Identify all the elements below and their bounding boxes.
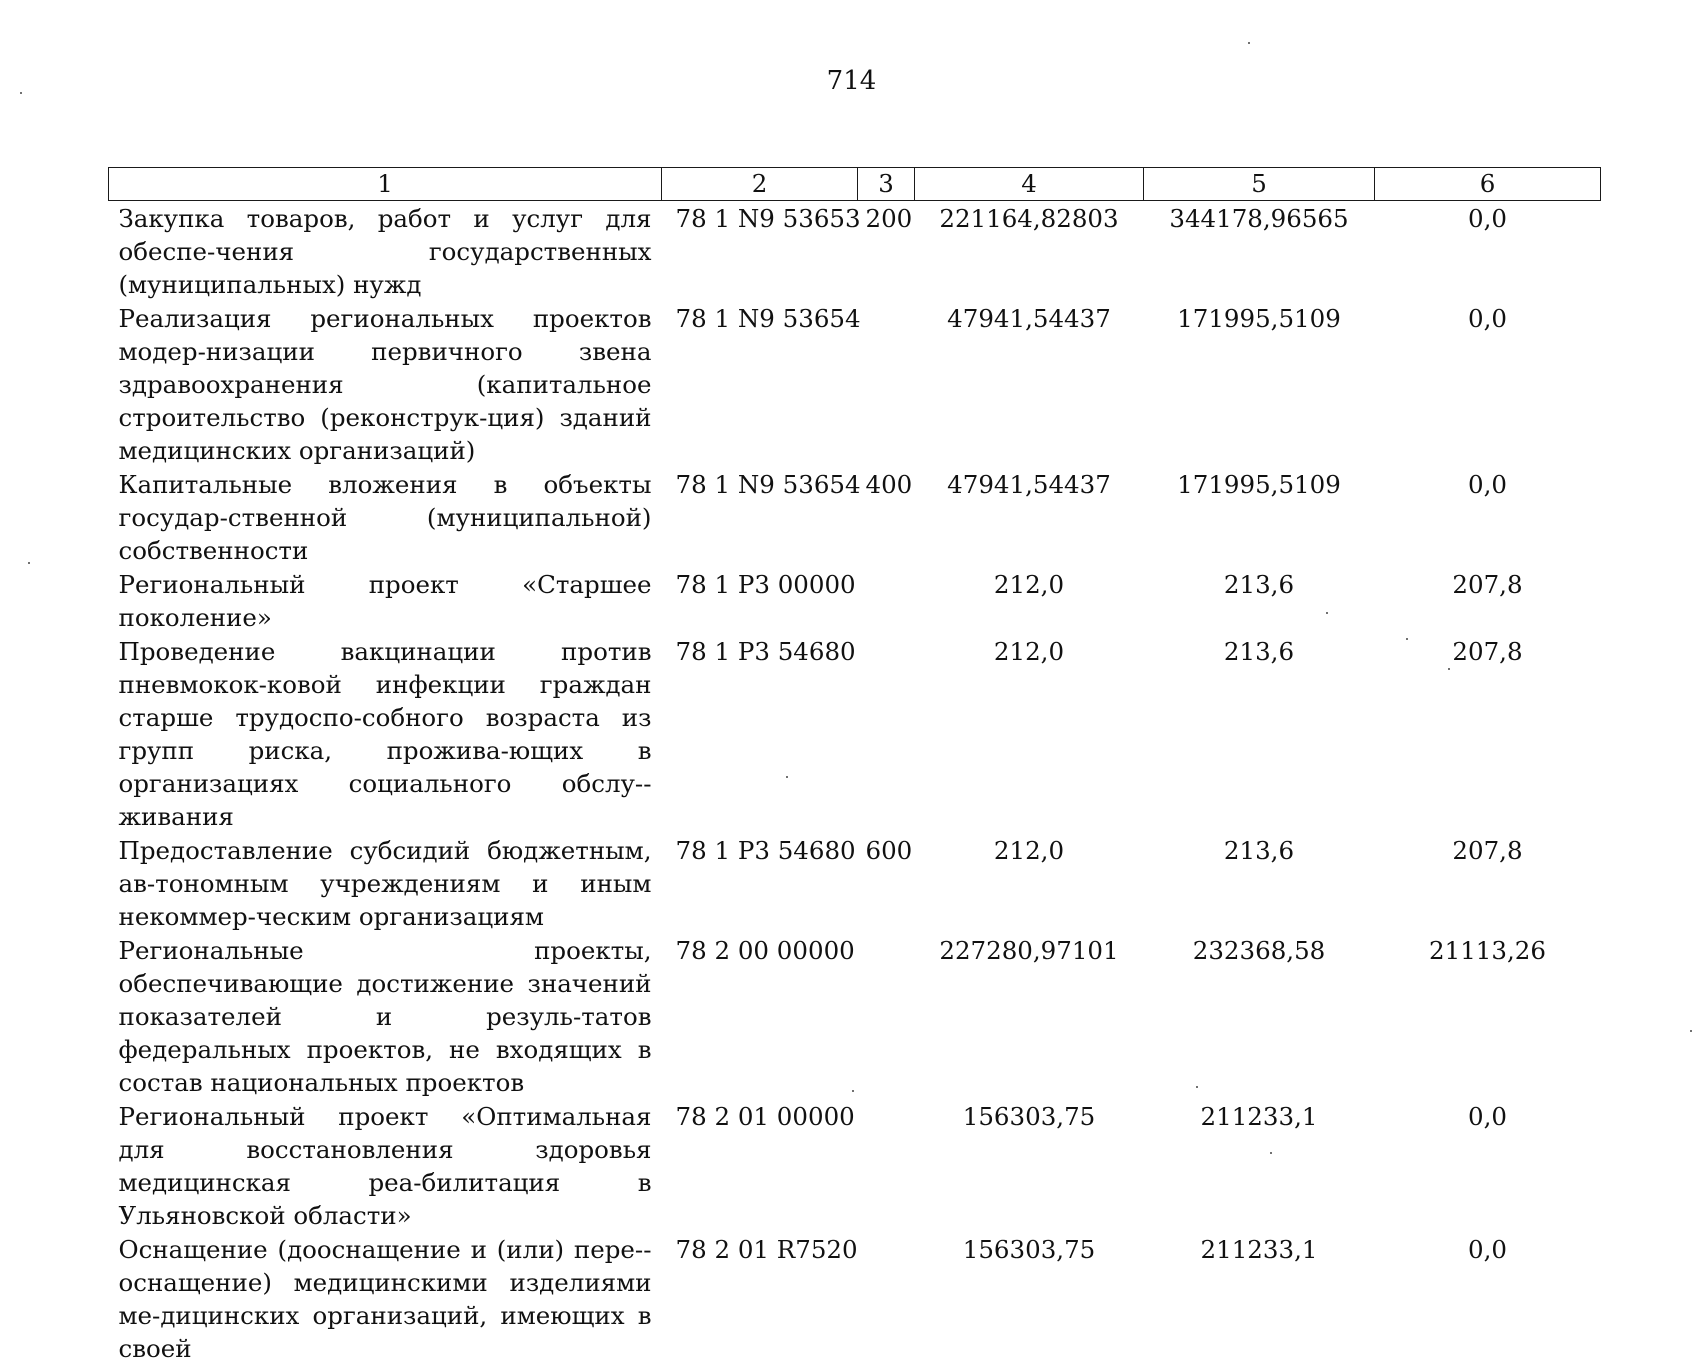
table-row — [109, 1099, 1601, 1232]
row-value-6: 207,8 — [1452, 637, 1523, 666]
row-kind: 400 — [865, 470, 913, 499]
row-value-5: 171995,5109 — [1177, 304, 1341, 333]
row-value-5: 211233,1 — [1200, 1102, 1318, 1131]
row-name: Региональный проект «Оптимальная для восстановления здоровья медицинская реа-билитация в Ульяновской области» — [118, 1102, 652, 1230]
row-kind — [858, 301, 915, 467]
scan-speck — [28, 562, 30, 564]
column-header-4: 4 — [915, 168, 1144, 201]
row-value-6: 0,0 — [1468, 1102, 1507, 1131]
scan-speck — [852, 1090, 854, 1092]
row-value-4: 212,0 — [993, 637, 1065, 666]
row-value-5: 213,6 — [1223, 637, 1295, 666]
table-row — [109, 467, 1601, 567]
row-value-5: 211233,1 — [1200, 1235, 1318, 1264]
row-code: 78 1 P3 54680 — [675, 836, 856, 865]
budget-table — [108, 167, 1601, 1365]
row-kind: 200 — [865, 204, 913, 233]
row-name: Проведение вакцинации против пневмокок-ковой инфекции граждан старше трудоспо-собного возраста из групп риска, прожива-ющих в организациях социального обслу-живания — [118, 637, 652, 831]
row-kind — [858, 933, 915, 1099]
column-header-6: 6 — [1375, 168, 1601, 201]
scan-speck — [1448, 668, 1450, 670]
row-name: Региональные проекты, обеспечивающие достижение значений показателей и резуль-татов федеральных проектов, не входящих в состав национальных проектов — [118, 936, 652, 1097]
column-header-2: 2 — [662, 168, 858, 201]
row-value-6: 0,0 — [1468, 204, 1507, 233]
row-code: 78 1 N9 53654 — [675, 304, 861, 333]
table-row — [109, 301, 1601, 467]
row-name: Предоставление субсидий бюджетным, ав-тономным учреждениям и иным некоммер-ческим организациям — [118, 836, 652, 931]
row-kind — [858, 567, 915, 634]
row-value-5: 344178,96565 — [1169, 204, 1349, 233]
row-value-4: 156303,75 — [962, 1102, 1096, 1131]
row-code: 78 1 N9 53654 — [675, 470, 861, 499]
table-row — [109, 1232, 1601, 1365]
row-value-4: 212,0 — [993, 836, 1065, 865]
table-row — [109, 201, 1601, 302]
row-value-5: 213,6 — [1223, 836, 1295, 865]
scan-speck — [1326, 612, 1328, 614]
row-value-4: 212,0 — [993, 570, 1065, 599]
row-value-5: 171995,5109 — [1177, 470, 1341, 499]
column-header-1: 1 — [109, 168, 662, 201]
scan-speck — [786, 776, 788, 778]
row-name: Оснащение (дооснащение и (или) пере-оснащение) медицинскими изделиями ме-дицинских организаций, имеющих в своей — [118, 1235, 652, 1363]
row-kind — [858, 1232, 915, 1365]
row-name: Региональный проект «Старшее поколение» — [118, 570, 652, 632]
row-value-6: 21113,26 — [1429, 936, 1546, 965]
scan-speck — [1196, 1086, 1198, 1088]
row-value-4: 227280,97101 — [939, 936, 1119, 965]
row-code: 78 2 00 00000 — [675, 936, 855, 965]
row-value-5: 213,6 — [1223, 570, 1295, 599]
scan-speck — [1406, 638, 1408, 640]
column-header-5: 5 — [1144, 168, 1375, 201]
scan-speck — [1248, 42, 1250, 44]
row-value-6: 207,8 — [1452, 836, 1523, 865]
table-row — [109, 933, 1601, 1099]
row-value-6: 0,0 — [1468, 304, 1507, 333]
row-code: 78 1 P3 00000 — [675, 570, 856, 599]
row-code: 78 2 01 R7520 — [675, 1235, 858, 1264]
table-row — [109, 634, 1601, 833]
row-value-6: 0,0 — [1468, 470, 1507, 499]
row-code: 78 2 01 00000 — [675, 1102, 855, 1131]
row-kind — [858, 1099, 915, 1232]
row-name: Реализация региональных проектов модер-низации первичного звена здравоохранения (капитальное строительство (реконструк-ция) зданий медицинских организаций) — [118, 304, 652, 465]
scan-speck — [1690, 1030, 1692, 1032]
row-code: 78 1 N9 53653 — [675, 204, 861, 233]
row-value-6: 207,8 — [1452, 570, 1523, 599]
row-value-4: 47941,54437 — [947, 470, 1111, 499]
table-header-row — [109, 168, 1601, 201]
table-row — [109, 567, 1601, 634]
row-name: Капитальные вложения в объекты государ-ственной (муниципальной) собственности — [118, 470, 652, 565]
scan-speck — [1270, 1152, 1272, 1154]
row-kind — [858, 634, 915, 833]
row-value-4: 156303,75 — [962, 1235, 1096, 1264]
row-value-5: 232368,58 — [1192, 936, 1326, 965]
page-number: 714 — [826, 66, 877, 96]
row-value-4: 221164,82803 — [939, 204, 1119, 233]
row-kind: 600 — [865, 836, 913, 865]
row-name: Закупка товаров, работ и услуг для обеспе-чения государственных (муниципальных) нужд — [118, 204, 652, 299]
row-value-4: 47941,54437 — [947, 304, 1111, 333]
row-code: 78 1 P3 54680 — [675, 637, 856, 666]
scan-speck — [20, 92, 22, 94]
column-header-3: 3 — [858, 168, 915, 201]
row-value-6: 0,0 — [1468, 1235, 1507, 1264]
table-row — [109, 833, 1601, 933]
